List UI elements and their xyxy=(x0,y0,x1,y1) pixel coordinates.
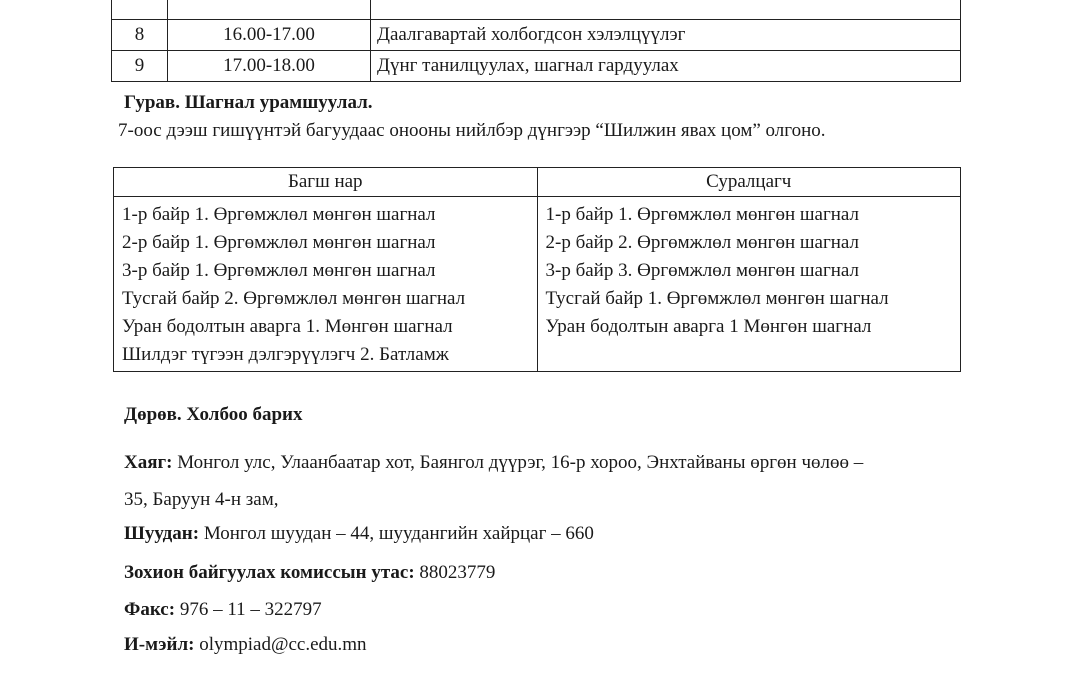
row-activity: Дүнг танилцуулах, шагнал гардуулах xyxy=(371,51,961,82)
awards-body-row xyxy=(114,197,961,372)
section3-text: 7-оос дээш гишүүнтэй багуудаас онооны нийлбэр дүнгээр “Шилжин явах цом” олгоно. xyxy=(118,120,826,141)
fax-label: Факс: xyxy=(124,599,176,620)
teachers-awards-cell xyxy=(114,197,538,372)
address-continuation: 35, Баруун 4-н зам, xyxy=(124,489,279,510)
list-item: 3-р байр 1. Өргөмжлөл мөнгөн шагнал xyxy=(122,260,436,281)
list-item: 2-р байр 2. Өргөмжлөл мөнгөн шагнал xyxy=(545,232,859,253)
table-row xyxy=(112,51,961,82)
list-item: Уран бодолтын аварга 1 Мөнгөн шагнал xyxy=(545,316,872,337)
teachers-column-header: Багш нар xyxy=(114,168,538,197)
address-line xyxy=(124,452,863,474)
row-activity: Даалгавартай холбогдсон хэлэлцүүлэг xyxy=(371,20,961,51)
list-item: Тусгай байр 2. Өргөмжлөл мөнгөн шагнал xyxy=(122,288,466,309)
list-item: Шилдэг түгээн дэлгэрүүлэгч 2. Батламж xyxy=(122,344,449,365)
list-item: 1-р байр 1. Өргөмжлөл мөнгөн шагнал xyxy=(122,204,436,225)
address-label: Хаяг: xyxy=(124,452,173,473)
section3-heading: Гурав. Шагнал урамшуулал. xyxy=(124,92,373,113)
list-item: Уран бодолтын аварга 1. Мөнгөн шагнал xyxy=(122,316,453,337)
list-item: 1-р байр 1. Өргөмжлөл мөнгөн шагнал xyxy=(545,204,859,225)
table-row xyxy=(112,20,961,51)
section4-heading: Дөрөв. Холбоо барих xyxy=(124,404,303,425)
fax-value: 976 – 11 – 322797 xyxy=(175,599,322,620)
fax-line xyxy=(124,599,322,621)
email-value[interactable]: olympiad@cc.edu.mn xyxy=(194,634,367,655)
phone-line xyxy=(124,562,495,584)
row-time: 17.00-18.00 xyxy=(168,51,371,82)
email-line xyxy=(124,634,367,656)
row-time xyxy=(168,0,371,20)
phone-label: Зохион байгуулах комиссын утас: xyxy=(124,562,415,583)
row-activity xyxy=(371,0,961,20)
list-item: 2-р байр 1. Өргөмжлөл мөнгөн шагнал xyxy=(122,232,436,253)
list-item: Тусгай байр 1. Өргөмжлөл мөнгөн шагнал xyxy=(545,288,889,309)
email-label: И-мэйл: xyxy=(124,634,195,655)
schedule-table xyxy=(111,0,961,82)
students-column-header: Суралцагч xyxy=(537,168,961,197)
mail-label: Шуудан: xyxy=(124,523,200,544)
awards-header-row xyxy=(114,168,961,197)
row-number: 9 xyxy=(112,51,168,82)
row-number xyxy=(112,0,168,20)
table-row xyxy=(112,0,961,20)
awards-table xyxy=(113,167,961,372)
row-time: 16.00-17.00 xyxy=(168,20,371,51)
list-item: 3-р байр 3. Өргөмжлөл мөнгөн шагнал xyxy=(545,260,859,281)
mail-line xyxy=(124,523,594,545)
address-value: Монгол улс, Улаанбаатар хот, Баянгол дүүрэг, 16-р хороо, Энхтайваны өргөн чөлөө – xyxy=(172,452,864,473)
row-number: 8 xyxy=(112,20,168,51)
mail-value: Монгол шуудан – 44, шуудангийн хайрцаг – 660 xyxy=(199,523,594,544)
phone-value: 88023779 xyxy=(414,562,496,583)
students-awards-cell xyxy=(537,197,961,372)
